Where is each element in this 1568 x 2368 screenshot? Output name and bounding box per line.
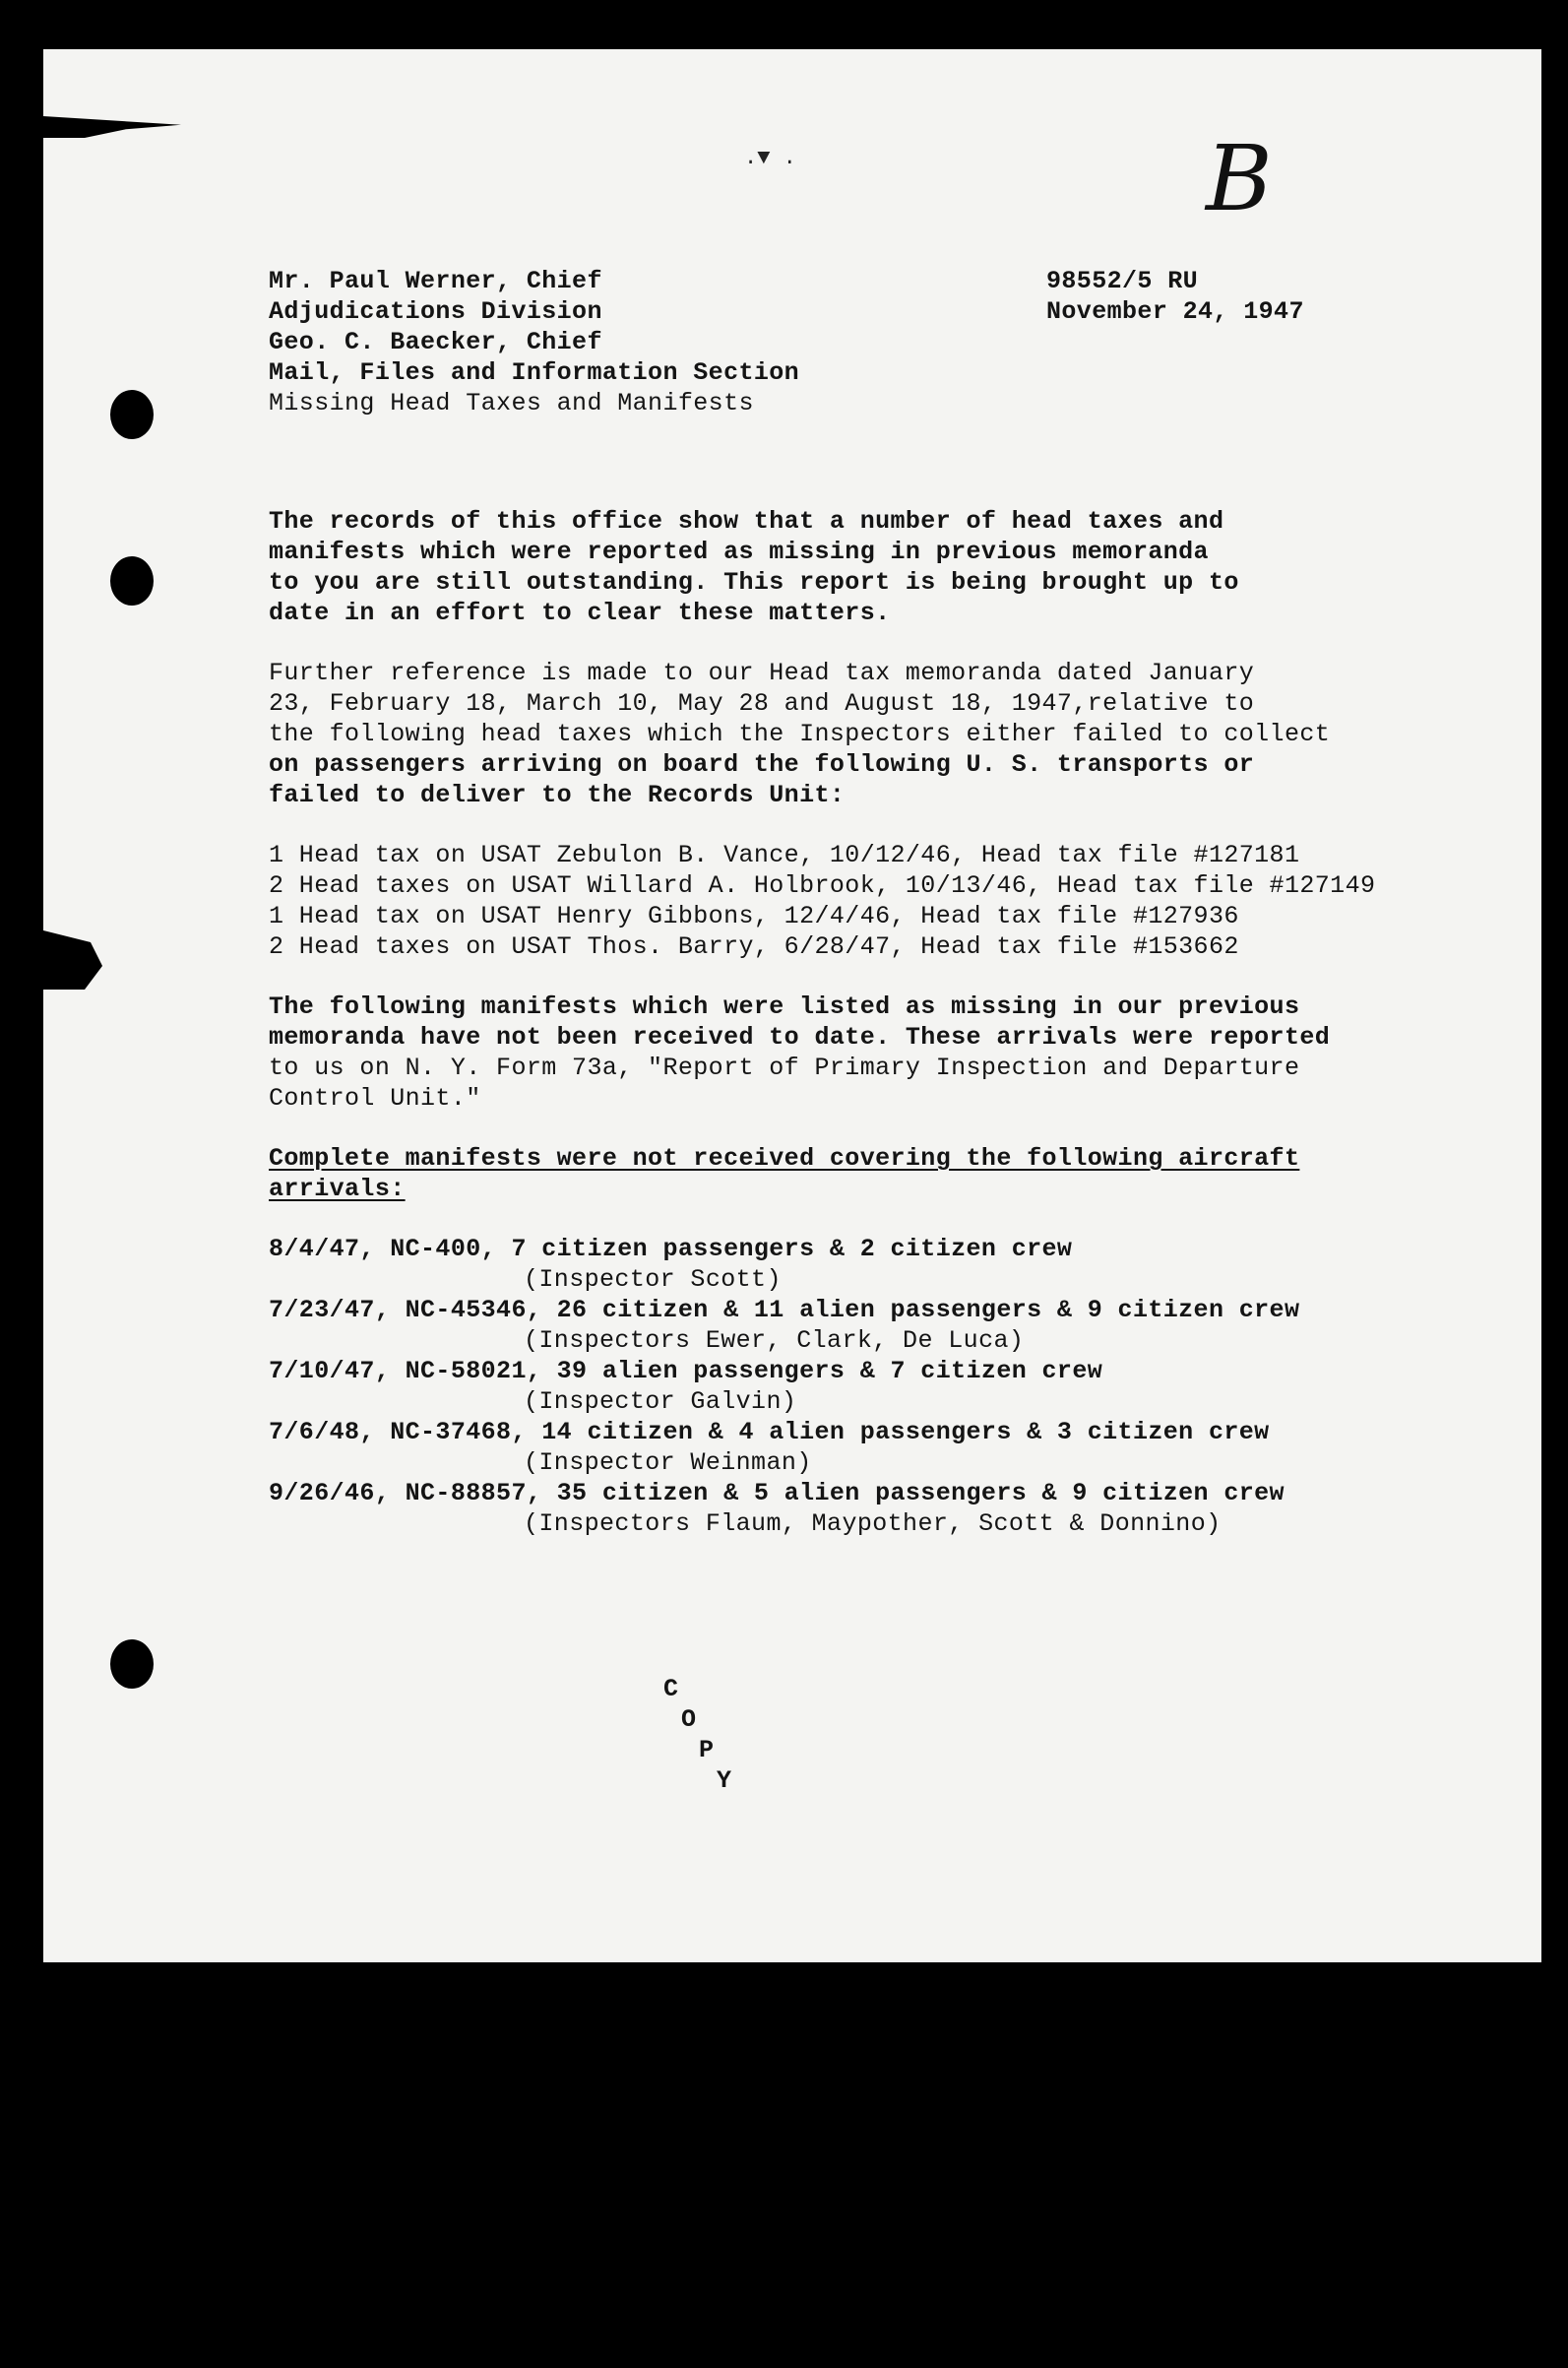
head-tax-item: 2 Head taxes on USAT Thos. Barry, 6/28/47, Head tax file #153662: [269, 932, 1239, 961]
from-line: Geo. C. Baecker, Chief: [269, 328, 602, 356]
arrival-line: 7/10/47, NC-58021, 39 alien passengers & 7 citizen crew: [269, 1357, 1103, 1385]
arrival-line: 9/26/46, NC-88857, 35 citizen & 5 alien passengers & 9 citizen crew: [269, 1479, 1285, 1507]
paragraph-line: the following head taxes which the Inspectors either failed to collect: [269, 720, 1331, 748]
aircraft-heading: Complete manifests were not received covering the following aircraft: [269, 1144, 1300, 1173]
to-division: Adjudications Division: [269, 297, 602, 326]
paragraph-line: memoranda have not been received to date. These arrivals were reported: [269, 1023, 1331, 1052]
ink-speck: .▼ .: [744, 146, 796, 170]
memo-date: November 24, 1947: [1046, 297, 1304, 326]
copy-letter: C: [663, 1675, 679, 1703]
arrival-inspectors: (Inspectors Ewer, Clark, De Luca): [524, 1326, 1025, 1355]
paragraph-line: Control Unit.": [269, 1084, 481, 1113]
paragraph-line: Further reference is made to our Head tax memoranda dated January: [269, 659, 1255, 687]
head-tax-item: 1 Head tax on USAT Henry Gibbons, 12/4/46, Head tax file #127936: [269, 902, 1239, 930]
paragraph-line: to you are still outstanding. This report is being brought up to: [269, 568, 1239, 597]
copy-letter: P: [699, 1736, 715, 1764]
arrival-line: 7/23/47, NC-45346, 26 citizen & 11 alien passengers & 9 citizen crew: [269, 1296, 1300, 1324]
file-number: 98552/5 RU: [1046, 267, 1199, 295]
paragraph-line: manifests which were reported as missing in previous memoranda: [269, 538, 1209, 566]
corner-mark: B: [1206, 126, 1273, 231]
copy-letter: Y: [717, 1766, 732, 1795]
paragraph-line: to us on N. Y. Form 73a, "Report of Primary Inspection and Departure: [269, 1054, 1300, 1082]
paragraph-line: date in an effort to clear these matters.: [269, 599, 891, 627]
to-line: Mr. Paul Werner, Chief: [269, 267, 602, 295]
aircraft-heading: arrivals:: [269, 1175, 406, 1203]
paragraph-line: failed to deliver to the Records Unit:: [269, 781, 846, 809]
copy-letter: O: [681, 1705, 697, 1734]
arrival-line: 8/4/47, NC-400, 7 citizen passengers & 2 citizen crew: [269, 1235, 1073, 1263]
head-tax-item: 2 Head taxes on USAT Willard A. Holbrook, 10/13/46, Head tax file #127149: [269, 871, 1376, 900]
from-section: Mail, Files and Information Section: [269, 358, 800, 387]
paragraph-line: The records of this office show that a number of head taxes and: [269, 507, 1224, 536]
arrival-inspectors: (Inspector Weinman): [524, 1448, 812, 1477]
subject-line: Missing Head Taxes and Manifests: [269, 389, 754, 417]
arrival-line: 7/6/48, NC-37468, 14 citizen & 4 alien passengers & 3 citizen crew: [269, 1418, 1270, 1446]
head-tax-item: 1 Head tax on USAT Zebulon B. Vance, 10/12/46, Head tax file #127181: [269, 841, 1300, 869]
paragraph-line: on passengers arriving on board the following U. S. transports or: [269, 750, 1255, 779]
arrival-inspectors: (Inspector Galvin): [524, 1387, 797, 1416]
arrival-inspectors: (Inspector Scott): [524, 1265, 782, 1294]
binder-hole: [110, 390, 154, 439]
paragraph-line: The following manifests which were listed as missing in our previous: [269, 992, 1300, 1021]
binder-hole: [110, 1639, 154, 1689]
paragraph-line: 23, February 18, March 10, May 28 and August 18, 1947,relative to: [269, 689, 1255, 718]
arrival-inspectors: (Inspectors Flaum, Maypother, Scott & Donnino): [524, 1509, 1222, 1538]
binder-hole: [110, 556, 154, 606]
